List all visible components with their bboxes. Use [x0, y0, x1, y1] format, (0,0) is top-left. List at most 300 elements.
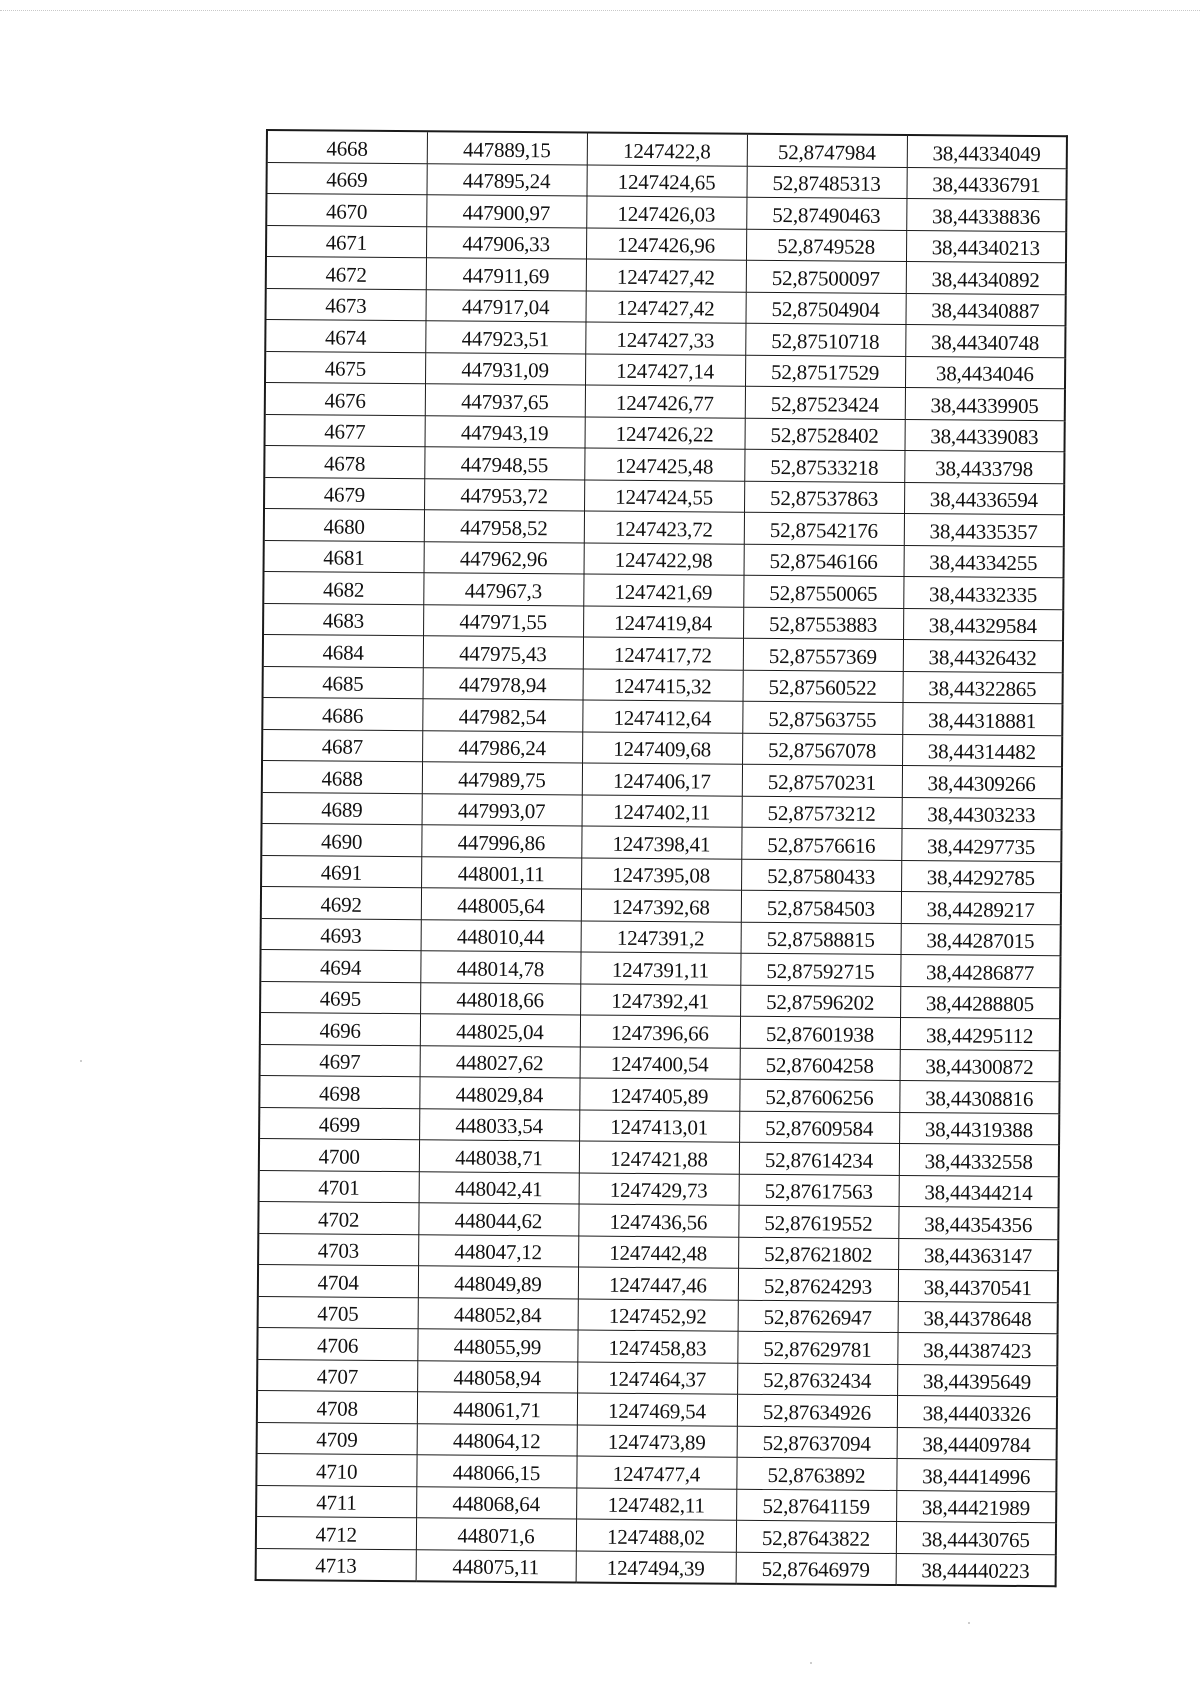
point-number-cell	[262, 729, 422, 762]
point-number-cell	[256, 1516, 416, 1549]
x-coordinate-cell	[422, 762, 582, 795]
latitude-cell	[736, 1520, 896, 1553]
x-coordinate-cell	[420, 982, 580, 1015]
x-coordinate-cell	[418, 1234, 578, 1267]
latitude-value: 52,87523424	[770, 391, 879, 417]
latitude-cell	[745, 386, 905, 419]
point-number-value: 4695	[319, 986, 362, 1011]
y-coordinate-value: 1247429,73	[609, 1177, 708, 1203]
latitude-value: 52,87629781	[763, 1336, 872, 1362]
point-number-value: 4678	[323, 450, 366, 476]
longitude-value: 38,44378648	[923, 1306, 1032, 1332]
y-coordinate-cell	[577, 1361, 737, 1394]
x-coordinate-value: 447948,55	[460, 452, 549, 477]
y-coordinate-cell	[585, 385, 745, 418]
x-coordinate-value: 448066,15	[452, 1460, 541, 1485]
y-coordinate-value: 1247426,22	[615, 421, 714, 447]
x-coordinate-cell	[423, 636, 583, 669]
point-number-cell	[258, 1264, 418, 1297]
point-number-value: 4685	[322, 671, 364, 696]
point-number-value: 4699	[318, 1112, 361, 1137]
y-coordinate-cell	[577, 1393, 737, 1426]
y-coordinate-value: 1247464,37	[608, 1366, 707, 1392]
point-number-cell	[263, 603, 423, 636]
y-coordinate-cell	[585, 354, 745, 387]
point-number-value: 4682	[322, 576, 365, 602]
longitude-cell	[900, 955, 1060, 988]
x-coordinate-value: 447989,75	[458, 767, 546, 792]
point-number-cell	[259, 1107, 419, 1140]
latitude-cell	[745, 323, 905, 356]
point-number-cell	[266, 288, 426, 321]
latitude-cell	[743, 607, 903, 640]
y-coordinate-value: 1247392,68	[611, 894, 710, 920]
longitude-cell	[898, 1207, 1058, 1240]
longitude-cell	[906, 262, 1066, 295]
latitude-cell	[737, 1394, 897, 1427]
longitude-value: 38,44370541	[923, 1274, 1032, 1300]
x-coordinate-value: 447953,72	[460, 483, 548, 509]
point-number-cell	[265, 383, 425, 416]
longitude-cell	[905, 388, 1065, 421]
x-coordinate-value: 448044,62	[454, 1208, 543, 1233]
x-coordinate-value: 447923,51	[461, 326, 550, 351]
x-coordinate-value: 448075,11	[452, 1554, 540, 1580]
latitude-cell	[741, 827, 901, 860]
longitude-cell	[900, 986, 1060, 1019]
y-coordinate-value: 1247458,83	[608, 1335, 707, 1360]
point-number-cell	[260, 949, 420, 982]
point-number-cell	[263, 666, 423, 699]
latitude-value: 52,87619552	[764, 1210, 873, 1236]
x-coordinate-cell	[423, 573, 583, 606]
latitude-cell	[742, 764, 902, 797]
latitude-cell	[745, 355, 905, 388]
x-coordinate-cell	[425, 415, 585, 448]
longitude-value: 38,44287015	[926, 928, 1035, 954]
y-coordinate-value: 1247422,98	[614, 547, 713, 573]
latitude-cell	[744, 418, 904, 451]
latitude-cell	[745, 292, 905, 325]
longitude-value: 38,44335357	[929, 518, 1038, 544]
point-number-value: 4704	[317, 1269, 359, 1295]
y-coordinate-cell	[582, 700, 742, 733]
y-coordinate-cell	[581, 857, 741, 890]
point-number-cell	[258, 1201, 418, 1234]
latitude-cell	[747, 134, 907, 167]
y-coordinate-value: 1247396,66	[610, 1020, 709, 1046]
latitude-value: 52,87504904	[771, 296, 880, 322]
latitude-value: 52,87632434	[763, 1367, 872, 1393]
longitude-cell	[900, 1049, 1060, 1082]
x-coordinate-cell	[418, 1203, 578, 1236]
point-number-cell	[262, 792, 422, 825]
latitude-cell	[737, 1426, 897, 1459]
latitude-value: 52,87510718	[771, 328, 880, 354]
longitude-value: 38,44336791	[932, 172, 1041, 198]
y-coordinate-cell	[580, 1046, 740, 1079]
x-coordinate-cell	[425, 384, 585, 417]
x-coordinate-value: 447895,24	[462, 168, 551, 194]
x-coordinate-cell	[425, 352, 585, 385]
table-row	[256, 1548, 1056, 1586]
point-number-cell	[263, 571, 423, 604]
y-coordinate-cell	[581, 920, 741, 953]
point-number-value: 4708	[316, 1395, 358, 1421]
latitude-value: 52,87634926	[762, 1399, 872, 1425]
x-coordinate-cell	[416, 1549, 576, 1582]
point-number-cell	[256, 1548, 416, 1581]
x-coordinate-value: 447900,97	[462, 200, 551, 225]
latitude-cell	[744, 449, 904, 482]
x-coordinate-cell	[422, 730, 582, 763]
longitude-cell	[901, 860, 1061, 893]
latitude-cell	[737, 1363, 897, 1396]
point-number-cell	[260, 1012, 420, 1045]
point-number-cell	[261, 855, 421, 888]
point-number-value: 4680	[323, 513, 365, 539]
latitude-cell	[741, 922, 901, 955]
longitude-value: 38,44363147	[923, 1243, 1033, 1269]
longitude-value: 38,44303233	[927, 802, 1036, 828]
x-coordinate-value: 447982,54	[458, 704, 547, 729]
longitude-cell	[901, 923, 1061, 956]
y-coordinate-cell	[583, 669, 743, 702]
point-number-value: 4669	[326, 167, 368, 192]
longitude-value: 38,44286877	[926, 959, 1035, 985]
longitude-cell	[902, 797, 1062, 830]
longitude-cell	[905, 325, 1065, 358]
latitude-cell	[746, 166, 906, 199]
y-coordinate-value: 1247436,56	[609, 1209, 708, 1234]
y-coordinate-cell	[582, 795, 742, 828]
y-coordinate-value: 1247426,03	[617, 201, 716, 227]
point-number-value: 4690	[320, 828, 363, 854]
point-number-cell	[265, 414, 425, 447]
longitude-value: 38,44354356	[924, 1211, 1033, 1237]
point-number-cell	[265, 320, 425, 353]
longitude-value: 38,44309266	[927, 770, 1036, 796]
x-coordinate-value: 448061,71	[453, 1397, 541, 1422]
latitude-cell	[738, 1205, 898, 1238]
longitude-value: 38,44326432	[928, 644, 1037, 670]
latitude-value: 52,87567078	[768, 737, 877, 763]
point-number-value: 4670	[325, 198, 368, 224]
longitude-cell	[903, 577, 1063, 610]
point-number-cell	[261, 886, 421, 919]
x-coordinate-value: 447978,94	[458, 672, 547, 698]
y-coordinate-value: 1247419,84	[614, 610, 713, 636]
y-coordinate-value: 1247398,41	[612, 831, 711, 857]
x-coordinate-value: 448029,84	[455, 1082, 544, 1107]
latitude-cell	[739, 1111, 899, 1144]
x-coordinate-cell	[416, 1486, 576, 1519]
x-coordinate-cell	[421, 888, 581, 921]
y-coordinate-cell	[576, 1456, 736, 1489]
longitude-cell	[904, 419, 1064, 452]
x-coordinate-value: 447958,52	[460, 515, 548, 540]
longitude-cell	[904, 514, 1064, 547]
y-coordinate-cell	[577, 1424, 737, 1457]
point-number-cell	[262, 760, 422, 793]
point-number-cell	[267, 130, 427, 163]
longitude-value: 38,44340748	[930, 329, 1040, 355]
x-coordinate-value: 447911,69	[462, 263, 550, 288]
longitude-value: 38,44308816	[925, 1085, 1034, 1111]
x-coordinate-cell	[424, 510, 584, 543]
x-coordinate-value: 448038,71	[455, 1145, 543, 1170]
y-coordinate-cell	[584, 480, 744, 513]
latitude-value: 52,87626947	[763, 1304, 872, 1330]
latitude-value: 52,87546166	[769, 548, 878, 574]
y-coordinate-value: 1247424,65	[617, 169, 716, 195]
x-coordinate-value: 448064,12	[452, 1428, 541, 1454]
y-coordinate-cell	[579, 1109, 739, 1142]
point-number-value: 4676	[324, 387, 366, 413]
latitude-value: 52,8749528	[777, 234, 876, 259]
point-number-value: 4686	[321, 702, 364, 728]
point-number-value: 4675	[324, 356, 367, 381]
y-coordinate-value: 1247482,11	[607, 1492, 705, 1518]
y-coordinate-value: 1247488,02	[606, 1524, 705, 1549]
longitude-cell	[902, 766, 1062, 799]
longitude-value: 38,44387423	[923, 1337, 1032, 1363]
longitude-value: 38,44288805	[925, 991, 1035, 1017]
point-number-value: 4712	[315, 1521, 357, 1547]
latitude-value: 52,87617563	[764, 1178, 873, 1204]
latitude-value: 52,87643822	[761, 1525, 871, 1551]
latitude-value: 52,87490463	[772, 202, 881, 228]
x-coordinate-value: 448058,94	[453, 1365, 542, 1391]
latitude-value: 52,87576616	[767, 832, 876, 858]
x-coordinate-cell	[427, 131, 587, 164]
y-coordinate-value: 1247412,64	[613, 705, 712, 731]
coordinates-table-body	[256, 130, 1067, 1586]
point-number-cell	[260, 981, 420, 1014]
latitude-cell	[740, 1016, 900, 1049]
longitude-cell	[905, 356, 1065, 389]
x-coordinate-cell	[419, 1108, 579, 1141]
longitude-cell	[901, 829, 1061, 862]
longitude-value: 38,44336594	[929, 487, 1038, 513]
longitude-value: 38,44314482	[927, 739, 1037, 765]
longitude-cell	[896, 1553, 1056, 1586]
x-coordinate-value: 447993,07	[457, 798, 546, 824]
y-coordinate-value: 1247427,42	[616, 295, 715, 321]
y-coordinate-value: 1247409,68	[613, 736, 712, 762]
x-coordinate-cell	[418, 1266, 578, 1299]
y-coordinate-cell	[576, 1550, 736, 1583]
latitude-cell	[739, 1079, 899, 1112]
x-coordinate-cell	[419, 1077, 579, 1110]
point-number-value: 4694	[319, 954, 362, 980]
longitude-cell	[897, 1395, 1057, 1428]
y-coordinate-cell	[579, 1172, 739, 1205]
point-number-cell	[261, 823, 421, 856]
longitude-value: 38,44289217	[926, 896, 1035, 922]
y-coordinate-cell	[585, 291, 745, 324]
y-coordinate-value: 1247447,46	[608, 1272, 707, 1297]
latitude-cell	[736, 1552, 896, 1585]
y-coordinate-cell	[580, 1015, 740, 1048]
y-coordinate-cell	[583, 606, 743, 639]
x-coordinate-cell	[420, 951, 580, 984]
y-coordinate-cell	[578, 1298, 738, 1331]
latitude-cell	[746, 229, 906, 262]
y-coordinate-cell	[582, 732, 742, 765]
longitude-value: 38,44414996	[922, 1463, 1031, 1489]
x-coordinate-value: 447931,09	[461, 357, 549, 383]
longitude-cell	[903, 608, 1063, 641]
longitude-value: 38,44339905	[930, 392, 1039, 418]
x-coordinate-cell	[417, 1392, 577, 1425]
x-coordinate-cell	[426, 163, 586, 196]
point-number-value: 4709	[316, 1427, 358, 1452]
point-number-value: 4703	[317, 1238, 360, 1263]
point-number-cell	[256, 1485, 416, 1518]
longitude-cell	[899, 1112, 1059, 1145]
longitude-value: 38,44340213	[931, 235, 1040, 261]
x-coordinate-value: 448018,66	[456, 987, 544, 1013]
y-coordinate-value: 1247402,11	[613, 799, 711, 825]
x-coordinate-cell	[418, 1297, 578, 1330]
x-coordinate-cell	[420, 1045, 580, 1078]
y-coordinate-value: 1247424,55	[615, 484, 714, 510]
y-coordinate-cell	[581, 889, 741, 922]
x-coordinate-cell	[417, 1329, 577, 1362]
y-coordinate-value: 1247417,72	[613, 642, 712, 668]
longitude-cell	[897, 1364, 1057, 1397]
latitude-value: 52,87646979	[761, 1556, 870, 1582]
x-coordinate-value: 447937,65	[461, 389, 549, 414]
longitude-value: 38,44339083	[930, 424, 1039, 450]
scan-speck	[810, 1662, 812, 1664]
latitude-value: 52,87517529	[770, 359, 880, 385]
longitude-cell	[906, 167, 1066, 200]
latitude-cell	[743, 575, 903, 608]
latitude-cell	[746, 260, 906, 293]
x-coordinate-value: 447967,3	[464, 578, 543, 603]
x-coordinate-cell	[424, 447, 584, 480]
y-coordinate-value: 1247426,96	[617, 232, 716, 258]
x-coordinate-value: 447996,86	[457, 830, 546, 855]
longitude-cell	[904, 545, 1064, 578]
point-number-value: 4706	[316, 1332, 359, 1358]
x-coordinate-cell	[419, 1171, 579, 1204]
y-coordinate-cell	[578, 1235, 738, 1268]
y-coordinate-value: 1247427,33	[616, 327, 715, 353]
longitude-value: 38,44344214	[924, 1180, 1033, 1206]
point-number-value: 4668	[326, 135, 368, 161]
longitude-value: 38,44334255	[929, 550, 1038, 576]
latitude-cell	[738, 1237, 898, 1270]
longitude-value: 38,44334049	[932, 140, 1041, 166]
latitude-value: 52,87537863	[769, 485, 879, 511]
longitude-cell	[902, 703, 1062, 736]
latitude-value: 52,87624293	[763, 1273, 873, 1299]
latitude-value: 52,87604258	[765, 1052, 874, 1078]
y-coordinate-value: 1247473,89	[607, 1429, 706, 1455]
x-coordinate-value: 447943,19	[460, 420, 549, 446]
latitude-cell	[737, 1331, 897, 1364]
x-coordinate-value: 448014,78	[456, 956, 545, 981]
y-coordinate-cell	[578, 1267, 738, 1300]
x-coordinate-value: 448042,41	[454, 1176, 543, 1202]
point-number-cell	[264, 540, 424, 573]
longitude-cell	[896, 1490, 1056, 1523]
longitude-value: 38,44338836	[931, 203, 1041, 229]
x-coordinate-cell	[426, 226, 586, 259]
x-coordinate-value: 447975,43	[459, 641, 547, 666]
latitude-cell	[742, 733, 902, 766]
latitude-value: 52,87637094	[762, 1430, 871, 1456]
longitude-cell	[896, 1458, 1056, 1491]
latitude-cell	[744, 481, 904, 514]
point-number-value: 4687	[321, 734, 364, 759]
x-coordinate-value: 448047,12	[454, 1239, 542, 1265]
x-coordinate-cell	[423, 604, 583, 637]
x-coordinate-value: 448033,54	[455, 1113, 543, 1139]
longitude-cell	[906, 230, 1066, 263]
latitude-cell	[743, 670, 903, 703]
x-coordinate-value: 447962,96	[459, 546, 548, 572]
y-coordinate-cell	[582, 763, 742, 796]
latitude-cell	[736, 1489, 896, 1522]
y-coordinate-cell	[578, 1204, 738, 1237]
longitude-value: 38,44430765	[921, 1526, 1030, 1552]
point-number-value: 4713	[315, 1553, 357, 1578]
x-coordinate-cell	[416, 1518, 576, 1551]
point-number-value: 4684	[322, 639, 364, 665]
y-coordinate-value: 1247427,42	[616, 264, 715, 290]
latitude-cell	[740, 953, 900, 986]
point-number-value: 4673	[325, 293, 367, 318]
longitude-cell	[900, 1018, 1060, 1051]
y-coordinate-value: 1247421,69	[614, 579, 713, 605]
x-coordinate-cell	[425, 321, 585, 354]
longitude-cell	[906, 199, 1066, 232]
x-coordinate-cell	[419, 1140, 579, 1173]
point-number-cell	[264, 508, 424, 541]
latitude-value: 52,87614234	[764, 1147, 874, 1173]
y-coordinate-cell	[581, 826, 741, 859]
latitude-value: 52,87542176	[769, 517, 878, 543]
point-number-value: 4693	[320, 923, 362, 948]
latitude-value: 52,8747984	[777, 139, 876, 165]
point-number-cell	[266, 225, 426, 258]
y-coordinate-cell	[579, 1141, 739, 1174]
longitude-value: 38,44440223	[921, 1558, 1030, 1584]
point-number-value: 4691	[320, 860, 363, 885]
x-coordinate-value: 447889,15	[463, 137, 551, 162]
latitude-value: 52,87592715	[766, 958, 875, 984]
latitude-value: 52,87563755	[768, 706, 877, 732]
x-coordinate-cell	[424, 541, 584, 574]
longitude-cell	[898, 1269, 1058, 1302]
y-coordinate-value: 1247494,39	[606, 1555, 705, 1581]
point-number-value: 4697	[319, 1049, 361, 1074]
latitude-value: 52,87500097	[771, 265, 880, 291]
y-coordinate-value: 1247469,54	[607, 1398, 706, 1423]
longitude-value: 38,44329584	[928, 613, 1037, 639]
y-coordinate-value: 1247392,41	[611, 988, 710, 1014]
point-number-cell	[258, 1296, 418, 1329]
y-coordinate-value: 1247406,17	[612, 768, 711, 794]
point-number-cell	[264, 477, 424, 510]
y-coordinate-cell	[584, 543, 744, 576]
x-coordinate-cell	[417, 1360, 577, 1393]
latitude-value: 52,87557369	[768, 643, 878, 669]
